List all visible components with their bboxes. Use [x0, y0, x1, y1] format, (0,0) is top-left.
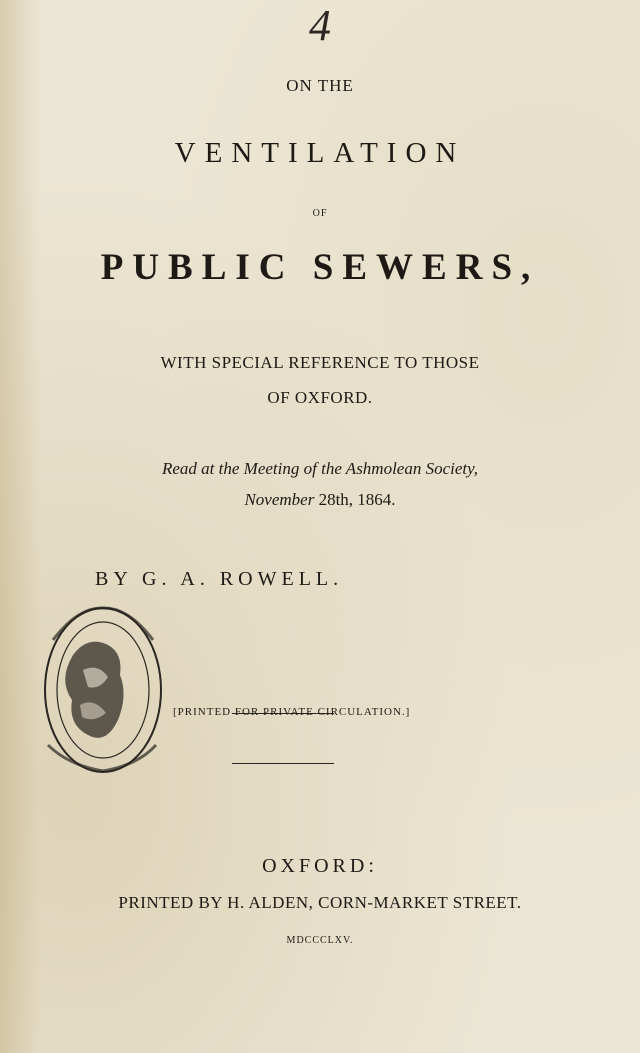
- read-date-line: [0, 490, 640, 510]
- private-circulation-line: [173, 706, 410, 718]
- subtitle-line-1: WITH SPECIAL REFERENCE TO THOSE: [160, 353, 480, 372]
- title-of: OF: [312, 208, 328, 219]
- title-ventilation: VENTILATION: [174, 137, 466, 169]
- imprint-date: MDCCCLXV.: [286, 935, 354, 946]
- handwritten-mark: 4: [309, 1, 331, 50]
- imprint-place: OXFORD:: [262, 855, 378, 877]
- read-date-year: 1864.: [357, 490, 396, 509]
- imprint-printer: PRINTED BY H. ALDEN, CORN-MARKET STREET.: [118, 893, 522, 912]
- subtitle-line-2: OF OXFORD.: [267, 388, 373, 407]
- private-circulation-text: FOR PRIVATE CIRCULATION.]: [234, 706, 411, 718]
- read-at-line: Read at the Meeting of the Ashmolean Society,: [162, 459, 478, 478]
- title-on-the: ON THE: [286, 76, 354, 95]
- stamp-overlaid-text: [PRINTED: [173, 706, 232, 718]
- author-byline: BY G. A. ROWELL.: [95, 568, 344, 590]
- library-stamp-icon: [28, 595, 178, 790]
- title-public-sewers: PUBLIC SEWERS,: [100, 247, 540, 288]
- divider-rule-bottom: [232, 763, 334, 764]
- read-date-day: 28th,: [318, 490, 354, 509]
- read-date-month: November: [244, 490, 315, 509]
